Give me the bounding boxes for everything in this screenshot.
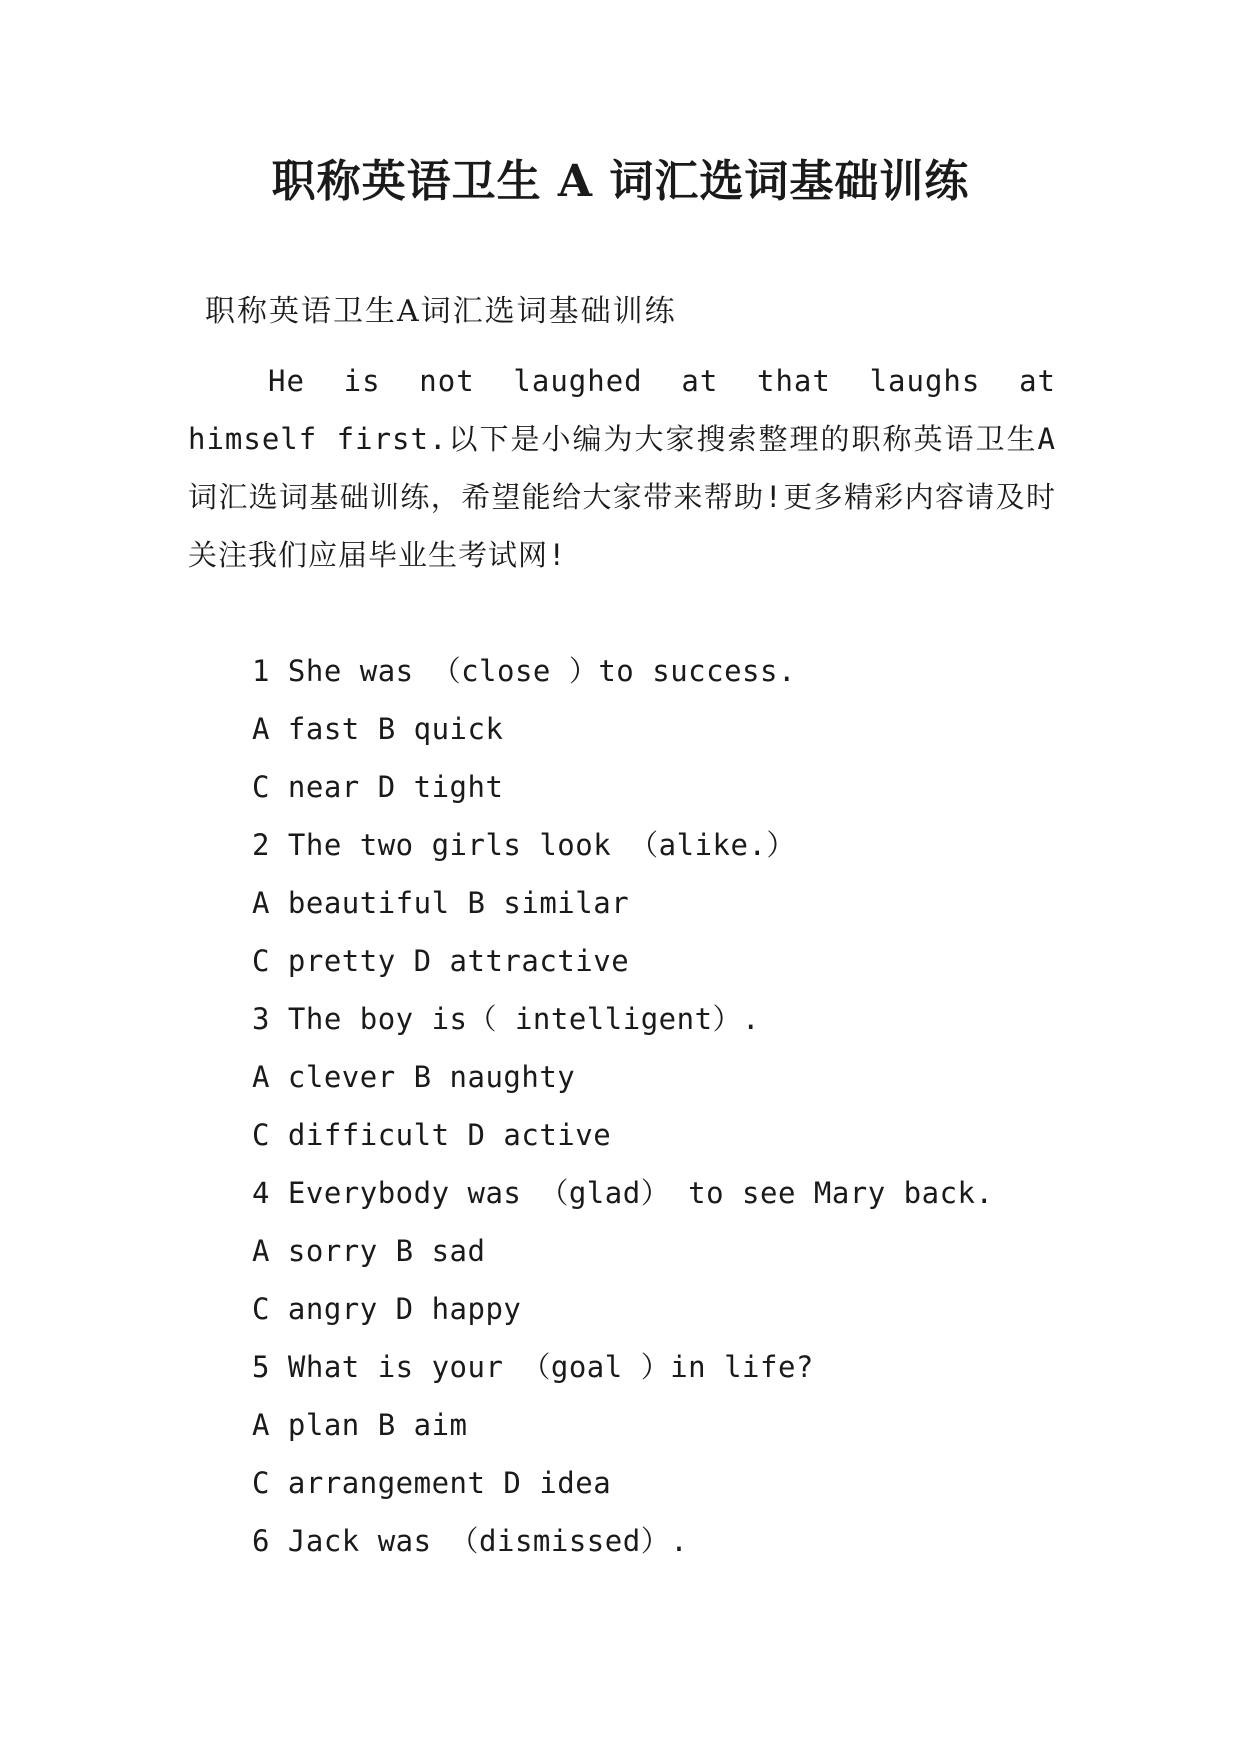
question-line: 1 She was （close ）to success. [252,654,796,688]
question-line: 6 Jack was （dismissed）. [252,1524,689,1558]
question-line: 4 Everybody was （glad） to see Mary back. [252,1176,994,1210]
option-line: C difficult D active [252,1118,612,1152]
document-subtitle: 职称英语卫生A词汇选词基础训练 [205,294,677,329]
option-line: A plan B aim [252,1408,468,1442]
document-title: 职称英语卫生 A 词汇选词基础训练 [271,156,970,207]
question-list [252,642,993,1570]
intro-paragraph: He is not laughed at that laughs at himself first.以下是小编为大家搜索整理的职称英语卫生A词汇选词基础训练，希望能给大家带来帮助!更多精彩内容请及时关注我们应届毕业生考试网! [188,364,1056,572]
question-line: 3 The boy is（ intelligent）. [252,1002,760,1036]
option-line: C arrangement D idea [252,1466,612,1500]
option-line: C pretty D attractive [252,944,630,978]
option-line: A sorry B sad [252,1234,486,1268]
option-line: A clever B naughty [252,1060,576,1094]
question-line: 2 The two girls look （alike.） [252,828,796,862]
option-line: A beautiful B similar [252,886,630,920]
option-line: C angry D happy [252,1292,522,1326]
option-line: A fast B quick [252,712,504,746]
question-line: 5 What is your （goal ）in life? [252,1350,814,1384]
option-line: C near D tight [252,770,504,804]
